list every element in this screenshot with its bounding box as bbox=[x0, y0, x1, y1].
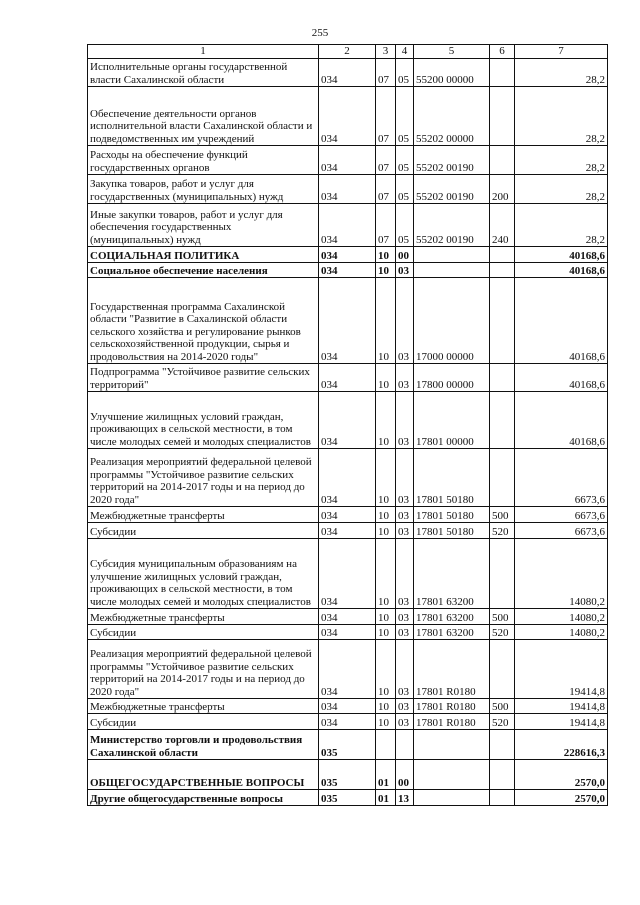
row-expense-type bbox=[490, 263, 515, 278]
row-name: Реализация мероприятий федеральной целевой программы "Устойчивое развитие сельских территорий на 2014-2017 годы и на период до 2020 года" bbox=[88, 640, 319, 699]
row-expense-type: 500 bbox=[490, 699, 515, 714]
row-subsection-code: 03 bbox=[396, 263, 414, 278]
row-expense-type bbox=[490, 760, 515, 790]
table-row bbox=[88, 507, 608, 523]
row-name: Исполнительные органы государственной власти Сахалинской области bbox=[88, 59, 319, 87]
row-section-code: 07 bbox=[376, 146, 396, 175]
row-target-code: 17801 50180 bbox=[414, 449, 490, 507]
row-section-code: 10 bbox=[376, 625, 396, 640]
row-ministry-code: 034 bbox=[319, 714, 376, 730]
column-header-6: 6 bbox=[490, 45, 515, 59]
row-subsection-code: 03 bbox=[396, 609, 414, 625]
row-expense-type: 520 bbox=[490, 625, 515, 640]
row-amount: 40168,6 bbox=[515, 364, 608, 392]
row-name: Другие общегосударственные вопросы bbox=[88, 790, 319, 806]
row-target-code bbox=[414, 760, 490, 790]
row-target-code bbox=[414, 263, 490, 278]
table-row bbox=[88, 609, 608, 625]
row-target-code bbox=[414, 790, 490, 806]
row-amount: 14080,2 bbox=[515, 609, 608, 625]
row-subsection-code: 03 bbox=[396, 640, 414, 699]
table-row bbox=[88, 175, 608, 204]
row-name: СОЦИАЛЬНАЯ ПОЛИТИКА bbox=[88, 247, 319, 263]
table-row bbox=[88, 640, 608, 699]
table-row bbox=[88, 760, 608, 790]
table-row bbox=[88, 730, 608, 760]
row-expense-type bbox=[490, 364, 515, 392]
row-section-code: 01 bbox=[376, 760, 396, 790]
table-body bbox=[88, 59, 608, 806]
row-amount: 19414,8 bbox=[515, 640, 608, 699]
row-section-code: 07 bbox=[376, 87, 396, 146]
row-target-code: 17801 63200 bbox=[414, 609, 490, 625]
row-target-code: 55200 00000 bbox=[414, 59, 490, 87]
row-name: Подпрограмма "Устойчивое развитие сельских территорий" bbox=[88, 364, 319, 392]
row-expense-type bbox=[490, 640, 515, 699]
row-ministry-code: 034 bbox=[319, 364, 376, 392]
row-amount: 14080,2 bbox=[515, 625, 608, 640]
row-expense-type: 500 bbox=[490, 609, 515, 625]
row-expense-type bbox=[490, 247, 515, 263]
row-section-code: 10 bbox=[376, 640, 396, 699]
row-name: Улучшение жилищных условий граждан, проживающих в сельской местности, в том числе молодых семей и молодых специалистов bbox=[88, 392, 319, 449]
row-target-code: 17801 R0180 bbox=[414, 640, 490, 699]
row-subsection-code: 03 bbox=[396, 392, 414, 449]
row-amount: 19414,8 bbox=[515, 714, 608, 730]
row-amount: 28,2 bbox=[515, 59, 608, 87]
row-expense-type bbox=[490, 278, 515, 364]
row-ministry-code: 034 bbox=[319, 278, 376, 364]
row-ministry-code: 034 bbox=[319, 146, 376, 175]
row-expense-type bbox=[490, 146, 515, 175]
row-name: Межбюджетные трансферты bbox=[88, 609, 319, 625]
row-target-code: 55202 00190 bbox=[414, 146, 490, 175]
row-name: Закупка товаров, работ и услуг для государственных (муниципальных) нужд bbox=[88, 175, 319, 204]
row-subsection-code: 03 bbox=[396, 625, 414, 640]
row-target-code: 17801 63200 bbox=[414, 539, 490, 609]
row-expense-type bbox=[490, 392, 515, 449]
row-ministry-code: 035 bbox=[319, 730, 376, 760]
row-name: Иные закупки товаров, работ и услуг для обеспечения государственных (муниципальных) нужд bbox=[88, 204, 319, 247]
row-target-code: 17801 00000 bbox=[414, 392, 490, 449]
row-section-code: 10 bbox=[376, 449, 396, 507]
row-name: Социальное обеспечение населения bbox=[88, 263, 319, 278]
row-target-code: 17801 50180 bbox=[414, 507, 490, 523]
row-target-code: 55202 00190 bbox=[414, 204, 490, 247]
row-section-code: 10 bbox=[376, 699, 396, 714]
table-row bbox=[88, 146, 608, 175]
row-ministry-code: 035 bbox=[319, 790, 376, 806]
column-header-7: 7 bbox=[515, 45, 608, 59]
row-ministry-code: 034 bbox=[319, 609, 376, 625]
row-name: Государственная программа Сахалинской области "Развитие в Сахалинской области сельского хозяйства и регулирование рынков сельскохозяйственной продукции, сырья и продовольствия на 2014-2020 годы" bbox=[88, 278, 319, 364]
row-section-code: 10 bbox=[376, 507, 396, 523]
row-target-code: 17801 R0180 bbox=[414, 714, 490, 730]
row-expense-type: 200 bbox=[490, 175, 515, 204]
table-row bbox=[88, 87, 608, 146]
row-section-code: 10 bbox=[376, 263, 396, 278]
row-ministry-code: 034 bbox=[319, 449, 376, 507]
row-amount: 40168,6 bbox=[515, 263, 608, 278]
row-expense-type: 240 bbox=[490, 204, 515, 247]
row-target-code: 17801 R0180 bbox=[414, 699, 490, 714]
row-section-code bbox=[376, 730, 396, 760]
row-target-code bbox=[414, 730, 490, 760]
row-expense-type: 520 bbox=[490, 523, 515, 539]
row-amount: 19414,8 bbox=[515, 699, 608, 714]
row-ministry-code: 034 bbox=[319, 507, 376, 523]
row-subsection-code: 03 bbox=[396, 507, 414, 523]
row-subsection-code: 03 bbox=[396, 699, 414, 714]
row-name: Расходы на обеспечение функций государственных органов bbox=[88, 146, 319, 175]
row-section-code: 10 bbox=[376, 364, 396, 392]
row-subsection-code bbox=[396, 730, 414, 760]
row-expense-type bbox=[490, 59, 515, 87]
row-ministry-code: 034 bbox=[319, 523, 376, 539]
row-subsection-code: 05 bbox=[396, 87, 414, 146]
table-row bbox=[88, 523, 608, 539]
row-target-code: 17801 50180 bbox=[414, 523, 490, 539]
column-header-1: 1 bbox=[88, 45, 319, 59]
table-row bbox=[88, 204, 608, 247]
row-ministry-code: 034 bbox=[319, 625, 376, 640]
row-subsection-code: 05 bbox=[396, 146, 414, 175]
table-row bbox=[88, 790, 608, 806]
budget-table bbox=[87, 44, 608, 806]
column-header-3: 3 bbox=[376, 45, 396, 59]
column-header-4: 4 bbox=[396, 45, 414, 59]
table-row bbox=[88, 699, 608, 714]
row-ministry-code: 034 bbox=[319, 87, 376, 146]
table-row bbox=[88, 364, 608, 392]
row-subsection-code: 03 bbox=[396, 278, 414, 364]
table-row bbox=[88, 263, 608, 278]
row-name: Реализация мероприятий федеральной целевой программы "Устойчивое развитие сельских территорий на 2014-2017 годы и на период до 2020 года" bbox=[88, 449, 319, 507]
row-name: Субсидии bbox=[88, 523, 319, 539]
row-section-code: 07 bbox=[376, 59, 396, 87]
row-name: Министерство торговли и продовольствия Сахалинской области bbox=[88, 730, 319, 760]
table-row bbox=[88, 247, 608, 263]
row-expense-type bbox=[490, 730, 515, 760]
table-row bbox=[88, 59, 608, 87]
row-subsection-code: 00 bbox=[396, 760, 414, 790]
row-ministry-code: 034 bbox=[319, 263, 376, 278]
row-ministry-code: 034 bbox=[319, 640, 376, 699]
row-section-code: 10 bbox=[376, 247, 396, 263]
row-section-code: 10 bbox=[376, 278, 396, 364]
row-ministry-code: 034 bbox=[319, 175, 376, 204]
table-row bbox=[88, 278, 608, 364]
table-row bbox=[88, 449, 608, 507]
row-name: Обеспечение деятельности органов исполнительной власти Сахалинской области и подведомственных им учреждений bbox=[88, 87, 319, 146]
row-ministry-code: 034 bbox=[319, 392, 376, 449]
row-amount: 28,2 bbox=[515, 87, 608, 146]
column-header-2: 2 bbox=[319, 45, 376, 59]
row-amount: 6673,6 bbox=[515, 449, 608, 507]
row-target-code: 17800 00000 bbox=[414, 364, 490, 392]
row-subsection-code: 05 bbox=[396, 175, 414, 204]
row-target-code: 55202 00190 bbox=[414, 175, 490, 204]
row-section-code: 10 bbox=[376, 523, 396, 539]
table-row bbox=[88, 392, 608, 449]
table-row bbox=[88, 539, 608, 609]
row-section-code: 07 bbox=[376, 204, 396, 247]
row-name: Субсидии bbox=[88, 625, 319, 640]
header-row bbox=[88, 45, 608, 59]
row-amount: 6673,6 bbox=[515, 507, 608, 523]
row-target-code: 17801 63200 bbox=[414, 625, 490, 640]
row-name: Межбюджетные трансферты bbox=[88, 699, 319, 714]
row-name: Субсидии bbox=[88, 714, 319, 730]
row-subsection-code: 03 bbox=[396, 364, 414, 392]
row-amount: 28,2 bbox=[515, 146, 608, 175]
row-expense-type bbox=[490, 790, 515, 806]
row-name: ОБЩЕГОСУДАРСТВЕННЫЕ ВОПРОСЫ bbox=[88, 760, 319, 790]
row-ministry-code: 034 bbox=[319, 59, 376, 87]
row-target-code bbox=[414, 247, 490, 263]
row-expense-type bbox=[490, 539, 515, 609]
row-ministry-code: 035 bbox=[319, 760, 376, 790]
row-subsection-code: 05 bbox=[396, 204, 414, 247]
row-section-code: 10 bbox=[376, 609, 396, 625]
row-section-code: 01 bbox=[376, 790, 396, 806]
row-subsection-code: 13 bbox=[396, 790, 414, 806]
row-ministry-code: 034 bbox=[319, 539, 376, 609]
row-subsection-code: 05 bbox=[396, 59, 414, 87]
row-target-code: 17000 00000 bbox=[414, 278, 490, 364]
row-amount: 2570,0 bbox=[515, 790, 608, 806]
row-amount: 6673,6 bbox=[515, 523, 608, 539]
row-ministry-code: 034 bbox=[319, 699, 376, 714]
row-amount: 40168,6 bbox=[515, 392, 608, 449]
row-section-code: 10 bbox=[376, 392, 396, 449]
row-amount: 40168,6 bbox=[515, 247, 608, 263]
row-section-code: 10 bbox=[376, 539, 396, 609]
row-ministry-code: 034 bbox=[319, 247, 376, 263]
row-amount: 228616,3 bbox=[515, 730, 608, 760]
row-amount: 2570,0 bbox=[515, 760, 608, 790]
table-row bbox=[88, 625, 608, 640]
row-section-code: 07 bbox=[376, 175, 396, 204]
row-name: Субсидия муниципальным образованиям на улучшение жилищных условий граждан, проживающих в сельской местности, в том числе молодых семей и молодых специалистов bbox=[88, 539, 319, 609]
row-subsection-code: 03 bbox=[396, 539, 414, 609]
column-header-5: 5 bbox=[414, 45, 490, 59]
row-amount: 28,2 bbox=[515, 204, 608, 247]
row-subsection-code: 03 bbox=[396, 714, 414, 730]
table-row bbox=[88, 714, 608, 730]
row-target-code: 55202 00000 bbox=[414, 87, 490, 146]
row-subsection-code: 00 bbox=[396, 247, 414, 263]
row-expense-type: 520 bbox=[490, 714, 515, 730]
row-amount: 14080,2 bbox=[515, 539, 608, 609]
row-expense-type bbox=[490, 87, 515, 146]
row-expense-type bbox=[490, 449, 515, 507]
row-subsection-code: 03 bbox=[396, 449, 414, 507]
row-name: Межбюджетные трансферты bbox=[88, 507, 319, 523]
page-number: 255 bbox=[311, 27, 329, 39]
row-amount: 28,2 bbox=[515, 175, 608, 204]
row-amount: 40168,6 bbox=[515, 278, 608, 364]
row-ministry-code: 034 bbox=[319, 204, 376, 247]
row-section-code: 10 bbox=[376, 714, 396, 730]
row-subsection-code: 03 bbox=[396, 523, 414, 539]
row-expense-type: 500 bbox=[490, 507, 515, 523]
